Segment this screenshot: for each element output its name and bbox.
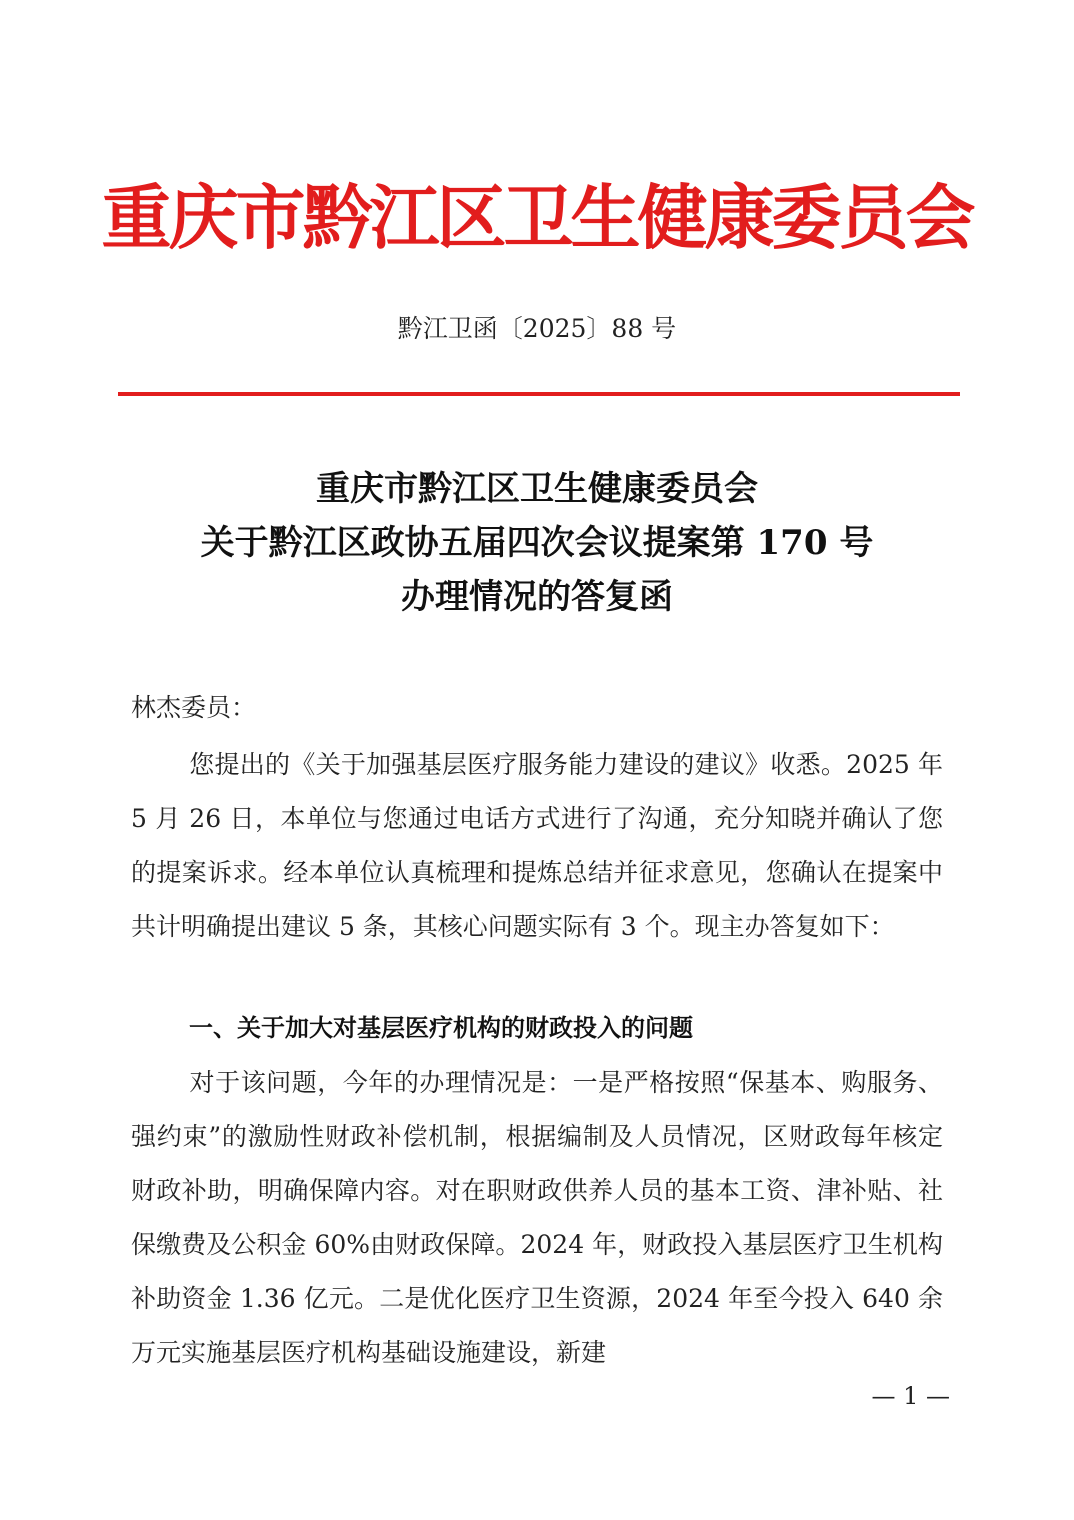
document-number: 黔江卫函〔2025〕88 号 [397, 314, 677, 343]
issuing-organization-header: 重庆市黔江区卫生健康委员会 [101, 176, 973, 259]
document-title [0, 462, 1074, 624]
title-line-1: 重庆市黔江区卫生健康委员会 [316, 469, 758, 509]
paragraph-intro [131, 738, 943, 954]
paragraph-section-1-text: 对于该问题，今年的办理情况是：一是严格按照“保基本、购服务、强约束”的激励性财政补偿机制，根据编制及人员情况，区财政每年核定财政补助，明确保障内容。对在职财政供养人员的基本工资、津补贴、社保缴费及公积金 60%由财政保障。2024 年，财政投入基层医疗卫生机构补助资金 1.36 亿元。二是优化医疗卫生资源，2024 年至今投入 640 余万元实施基层医疗机构基础设施建设，新建 [131, 1068, 943, 1367]
red-divider-line [118, 392, 960, 396]
salutation: 林杰委员： [131, 693, 257, 722]
title-line-3: 办理情况的答复函 [401, 577, 673, 617]
page-number: — 1 — [871, 1382, 950, 1410]
paragraph-intro-text: 您提出的《关于加强基层医疗服务能力建设的建议》收悉。2025 年 5 月 26 日，本单位与您通过电话方式进行了沟通，充分知晓并确认了您的提案诉求。经本单位认真梳理和提炼总结并征求意见，您确认在提案中共计明确提出建议 5 条，其核心问题实际有 3 个。现主办答复如下： [131, 750, 943, 941]
title-line-2: 关于黔江区政协五届四次会议提案第 170 号 [200, 523, 874, 563]
paragraph-section-1 [131, 1056, 943, 1380]
section-heading-1: 一、关于加大对基层医疗机构的财政投入的问题 [189, 1014, 693, 1042]
